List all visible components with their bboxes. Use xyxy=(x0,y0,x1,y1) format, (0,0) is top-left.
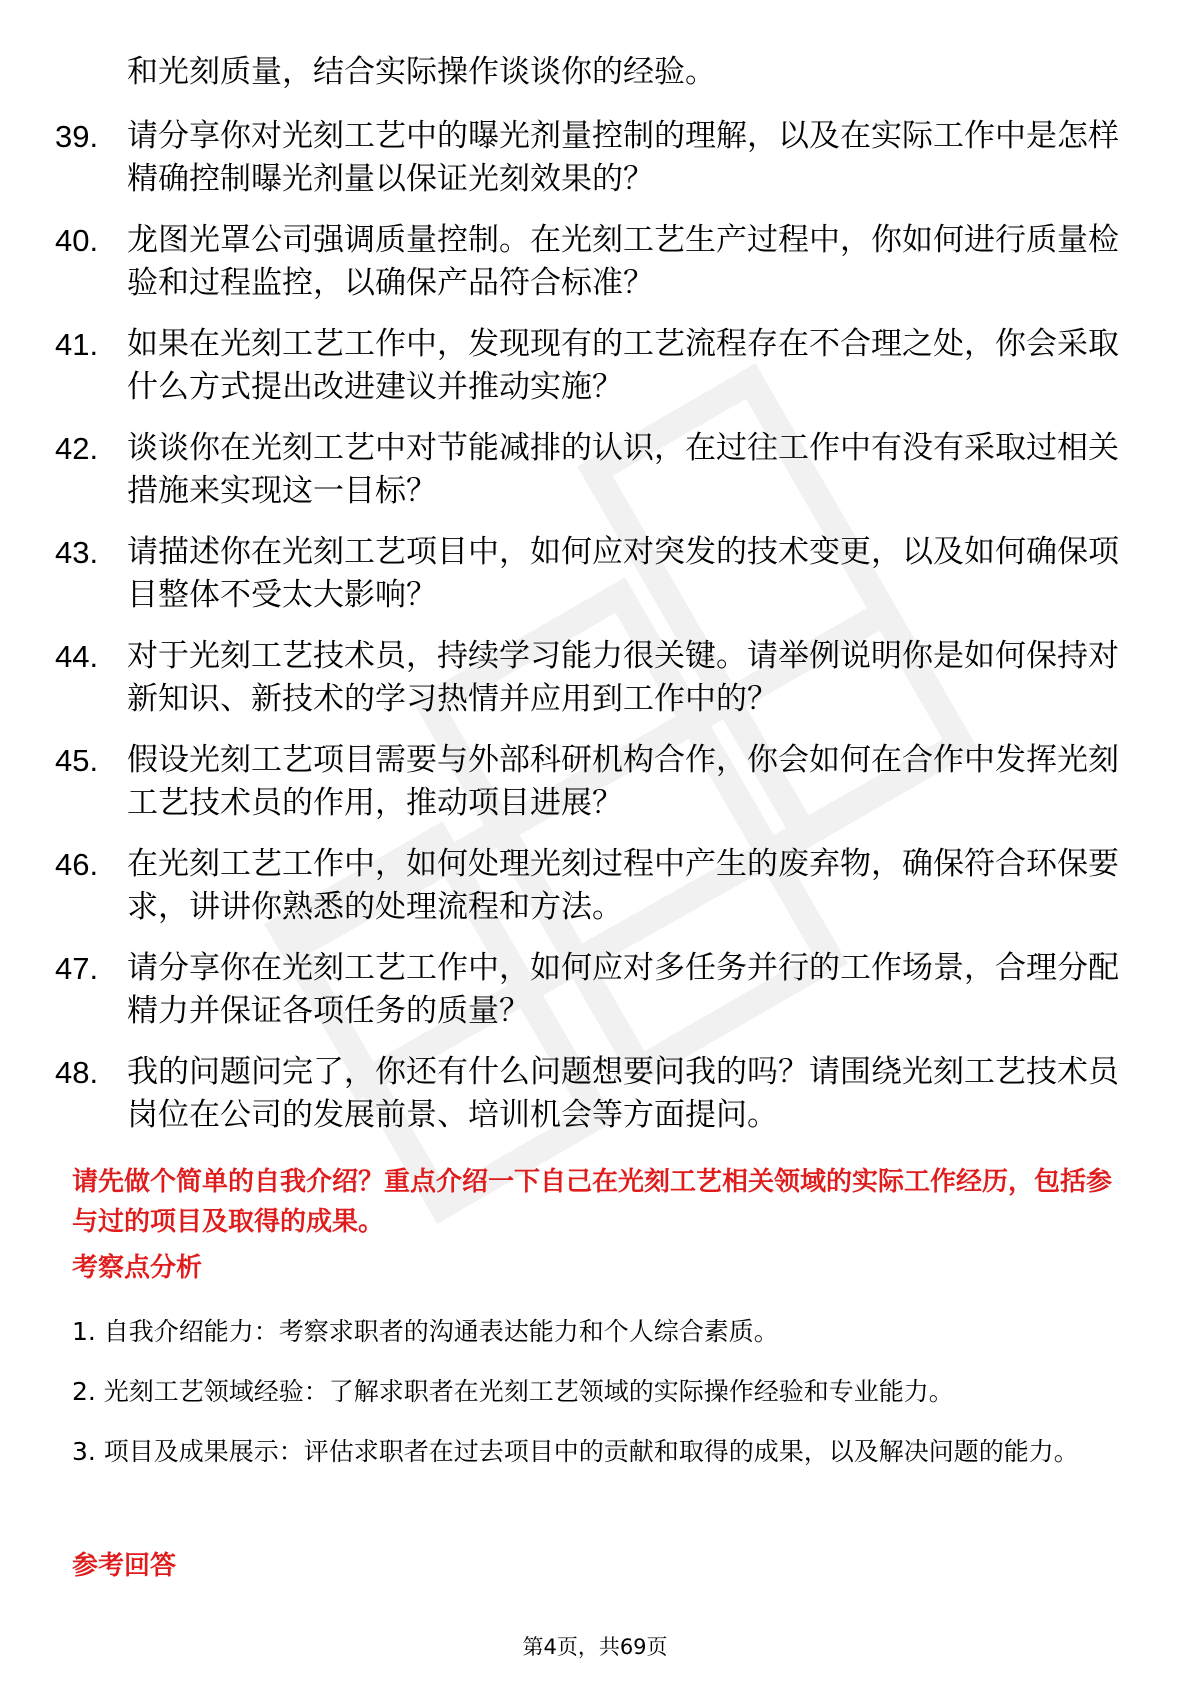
question-number: 45. xyxy=(55,743,99,778)
question-text: 在光刻工艺工作中，如何处理光刻过程中产生的废弃物，确保符合环保要求，讲讲你熟悉的处理流程和方法。 xyxy=(127,846,1119,925)
analysis-item: 2. 光刻工艺领域经验：了解求职者在光刻工艺领域的实际操作经验和专业能力。 xyxy=(72,1377,954,1406)
question-item xyxy=(55,843,1125,929)
question-text: 请分享你对光刻工艺中的曝光剂量控制的理解，以及在实际工作中是怎样精确控制曝光剂量以保证光刻效果的？ xyxy=(127,118,1119,197)
question-item xyxy=(55,531,1125,617)
question-item xyxy=(55,947,1125,1033)
analysis-item: 3. 项目及成果展示：评估求职者在过去项目中的贡献和取得的成果，以及解决问题的能力。 xyxy=(72,1437,1079,1466)
question-text: 龙图光罩公司强调质量控制。在光刻工艺生产过程中，你如何进行质量检验和过程监控，以确保产品符合标准？ xyxy=(127,222,1119,301)
question-text: 我的问题问完了，你还有什么问题想要问我的吗？请围绕光刻工艺技术员岗位在公司的发展前景、培训机会等方面提问。 xyxy=(127,1054,1119,1133)
question-text: 谈谈你在光刻工艺中对节能减排的认识，在过往工作中有没有采取过相关措施来实现这一目标？ xyxy=(127,430,1119,509)
question-text: 假设光刻工艺项目需要与外部科研机构合作，你会如何在合作中发挥光刻工艺技术员的作用，推动项目进展？ xyxy=(127,742,1119,821)
page-footer: 第4页，共69页 xyxy=(522,1635,668,1659)
question-item xyxy=(55,427,1125,513)
analysis-list xyxy=(72,1302,1132,1482)
question-text: 对于光刻工艺技术员，持续学习能力很关键。请举例说明你是如何保持对新知识、新技术的学习热情并应用到工作中的？ xyxy=(127,638,1119,717)
question-text: 请分享你在光刻工艺工作中，如何应对多任务并行的工作场景，合理分配精力并保证各项任务的质量？ xyxy=(127,950,1119,1029)
analysis-item: 1. 自我介绍能力：考察求职者的沟通表达能力和个人综合素质。 xyxy=(72,1317,779,1346)
question-number: 39. xyxy=(55,119,99,154)
question-item xyxy=(55,1051,1125,1137)
question-number: 41. xyxy=(55,327,99,362)
question-item xyxy=(55,739,1125,825)
question-list xyxy=(55,115,1125,1155)
question-number: 40. xyxy=(55,223,99,258)
question-item xyxy=(55,635,1125,721)
question-number: 47. xyxy=(55,951,99,986)
question-number: 44. xyxy=(55,639,99,674)
answer-heading: 参考回答 xyxy=(72,1551,177,1581)
question-item xyxy=(55,115,1125,201)
question-item xyxy=(55,323,1125,409)
continuation-line: 和光刻质量，结合实际操作谈谈你的经验。 xyxy=(127,54,716,90)
question-number: 48. xyxy=(55,1055,99,1090)
question-number: 46. xyxy=(55,847,99,882)
question-text: 请描述你在光刻工艺项目中，如何应对突发的技术变更，以及如何确保项目整体不受太大影响？ xyxy=(127,534,1119,613)
question-number: 43. xyxy=(55,535,99,570)
highlight-question: 请先做个简单的自我介绍？重点介绍一下自己在光刻工艺相关领域的实际工作经历，包括参与过的项目及取得的成果。 xyxy=(72,1167,1113,1237)
question-item xyxy=(55,219,1125,305)
question-number: 42. xyxy=(55,431,99,466)
analysis-heading: 考察点分析 xyxy=(72,1253,203,1283)
question-text: 如果在光刻工艺工作中，发现现有的工艺流程存在不合理之处，你会采取什么方式提出改进建议并推动实施？ xyxy=(127,326,1119,405)
